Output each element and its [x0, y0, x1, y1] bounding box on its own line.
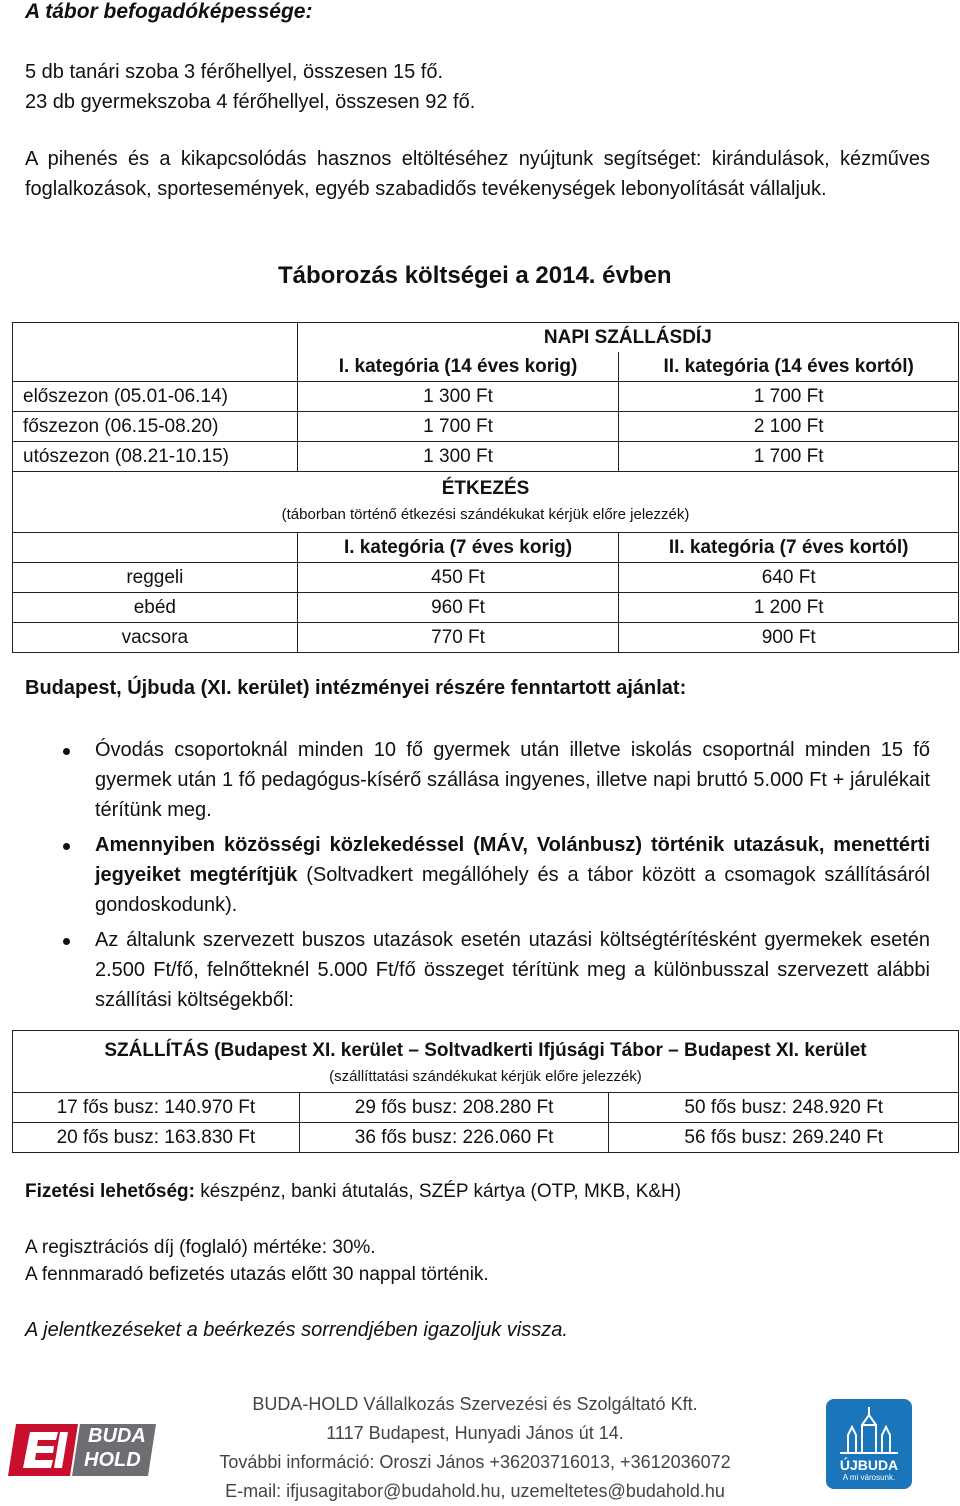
capacity-paragraph: A pihenés és a kikapcsolódás hasznos eltöltéséhez nyújtunk segítséget: kirándulások, kézműves foglalkozások, sportesemények, egyéb szabadidős tevékenységek lebonyolítását vállaljuk.	[25, 148, 930, 200]
ujbuda-logo	[826, 1399, 912, 1489]
transport-header	[13, 1031, 959, 1093]
bus-cell: 29 fős busz: 208.280 Ft	[299, 1093, 609, 1123]
table-row	[13, 563, 959, 593]
meals-header	[13, 472, 959, 533]
bus-cell: 17 fős busz: 140.970 Ft	[13, 1093, 300, 1123]
table-row	[13, 593, 959, 623]
price-cell: 640 Ft	[619, 563, 959, 593]
price-cell: 450 Ft	[297, 563, 619, 593]
meal-label: reggeli	[13, 563, 298, 593]
price-cell: 1 700 Ft	[297, 412, 619, 442]
bullet-icon	[63, 938, 70, 945]
table-row	[13, 1093, 959, 1123]
registration-fee: A regisztrációs díj (foglaló) mértéke: 30%.	[25, 1237, 376, 1258]
price-cell: 1 700 Ft	[619, 382, 959, 412]
prices-table	[12, 322, 959, 653]
price-cell: 1 300 Ft	[297, 382, 619, 412]
season-label: főszezon (06.15-08.20)	[13, 412, 298, 442]
table-row	[13, 412, 959, 442]
list-item	[25, 830, 930, 920]
season-label: utószezon (08.21-10.15)	[13, 442, 298, 472]
list-item	[25, 925, 930, 1015]
budahold-logo	[8, 1418, 158, 1480]
bullet-text-2-bold: Amennyiben közösségi közlekedéssel (MÁV, Volánbusz) történik utazásuk, menettérti jegyeiket megtérítjük	[95, 834, 930, 886]
confirmation-note: A jelentkezéseket a beérkezés sorrendjében igazoljuk vissza.	[25, 1319, 568, 1341]
footer-info: További információ: Oroszi János +36203716013, +3612036072	[219, 1452, 731, 1472]
ujbuda-logo-sub: A mi városunk.	[842, 1473, 896, 1482]
meals-col-1: I. kategória (7 éves korig)	[297, 533, 619, 563]
table-row	[13, 382, 959, 412]
meals-note: (táborban történő étkezési szándékukat kérjük előre jelezzék)	[281, 506, 690, 523]
budahold-logo-text-2: HOLD	[84, 1449, 141, 1471]
bullet-icon	[63, 748, 70, 755]
bus-cell: 56 fős busz: 269.240 Ft	[609, 1123, 959, 1153]
price-cell: 1 300 Ft	[297, 442, 619, 472]
footer-company: BUDA-HOLD Vállalkozás Szervezési és Szolgáltató Kft.	[252, 1394, 698, 1414]
capacity-heading: A tábor befogadóképessége:	[25, 0, 313, 23]
price-cell: 960 Ft	[297, 593, 619, 623]
bus-cell: 36 fős busz: 226.060 Ft	[299, 1123, 609, 1153]
budahold-logo-text-1: BUDA	[88, 1425, 146, 1447]
transport-title: SZÁLLÍTÁS (Budapest XI. kerület – Soltvadkerti Ifjúsági Tábor – Budapest XI. kerület	[104, 1039, 867, 1061]
meals-col-2: II. kategória (7 éves kortól)	[619, 533, 959, 563]
meals-title: ÉTKEZÉS	[441, 478, 530, 499]
footer-email: E-mail: ifjusagitabor@budahold.hu, uzemeltetes@budahold.hu	[225, 1481, 725, 1501]
bullet-text-3: Az általunk szervezett buszos utazások esetén utazási költségtérítésként gyermekek esetén 2.500 Ft/fő, felnőtteknél 5.000 Ft/fő összeget térítünk meg a különbusszal szervezett alábbi szállítási költségekből:	[95, 929, 930, 1011]
price-cell: 770 Ft	[297, 623, 619, 653]
lodging-col-2: II. kategória (14 éves kortól)	[619, 352, 959, 382]
meal-label: vacsora	[13, 623, 298, 653]
payment-value: készpénz, banki átutalás, SZÉP kártya (OTP, MKB, K&H)	[195, 1181, 682, 1202]
table-row	[13, 1123, 959, 1153]
table-row	[13, 623, 959, 653]
capacity-line-2: 23 db gyermekszoba 4 férőhellyel, összesen 92 fő.	[25, 91, 476, 113]
footer-address: 1117 Budapest, Hunyadi János út 14.	[326, 1423, 624, 1443]
offer-heading: Budapest, Újbuda (XI. kerület) intézményei részére fenntartott ajánlat:	[25, 677, 687, 699]
footer-contact	[195, 1390, 755, 1506]
transport-table	[12, 1030, 959, 1153]
table-row	[13, 442, 959, 472]
season-label: előszezon (05.01-06.14)	[13, 382, 298, 412]
price-cell: 2 100 Ft	[619, 412, 959, 442]
capacity-line-1: 5 db tanári szoba 3 férőhellyel, összesen 15 fő.	[25, 61, 444, 83]
payment-label: Fizetési lehetőség:	[25, 1181, 195, 1202]
offer-list	[25, 735, 930, 1015]
bus-cell: 20 fős busz: 163.830 Ft	[13, 1123, 300, 1153]
costs-title: Táborozás költségei a 2014. évben	[278, 262, 672, 289]
meal-label: ebéd	[13, 593, 298, 623]
list-item	[25, 735, 930, 825]
church-icon	[826, 1403, 912, 1463]
price-cell: 900 Ft	[619, 623, 959, 653]
bullet-text-2: (Soltvadkert megállóhely és a tábor között a csomagok szállításáról gondoskodunk).	[95, 864, 931, 916]
ujbuda-logo-text: ÚJBUDA	[839, 1457, 899, 1473]
price-cell: 1 200 Ft	[619, 593, 959, 623]
bullet-icon	[63, 843, 70, 850]
payment-line	[25, 1177, 681, 1207]
lodging-col-1: I. kategória (14 éves korig)	[297, 352, 619, 382]
price-cell: 1 700 Ft	[619, 442, 959, 472]
remaining-payment: A fennmaradó befizetés utazás előtt 30 nappal történik.	[25, 1264, 489, 1285]
transport-note: (szállíttatási szándékukat kérjük előre jelezzék)	[329, 1067, 642, 1085]
lodging-title: NAPI SZÁLLÁSDÍJ	[297, 323, 958, 353]
bullet-text-1: Óvodás csoportoknál minden 10 fő gyermek után illetve iskolás csoportnál minden 15 fő gyermek után 1 fő pedagógus-kísérő szállása ingyenes, illetve napi bruttó 5.000 Ft + járulékait térítünk meg.	[95, 739, 930, 821]
bus-cell: 50 fős busz: 248.920 Ft	[609, 1093, 959, 1123]
